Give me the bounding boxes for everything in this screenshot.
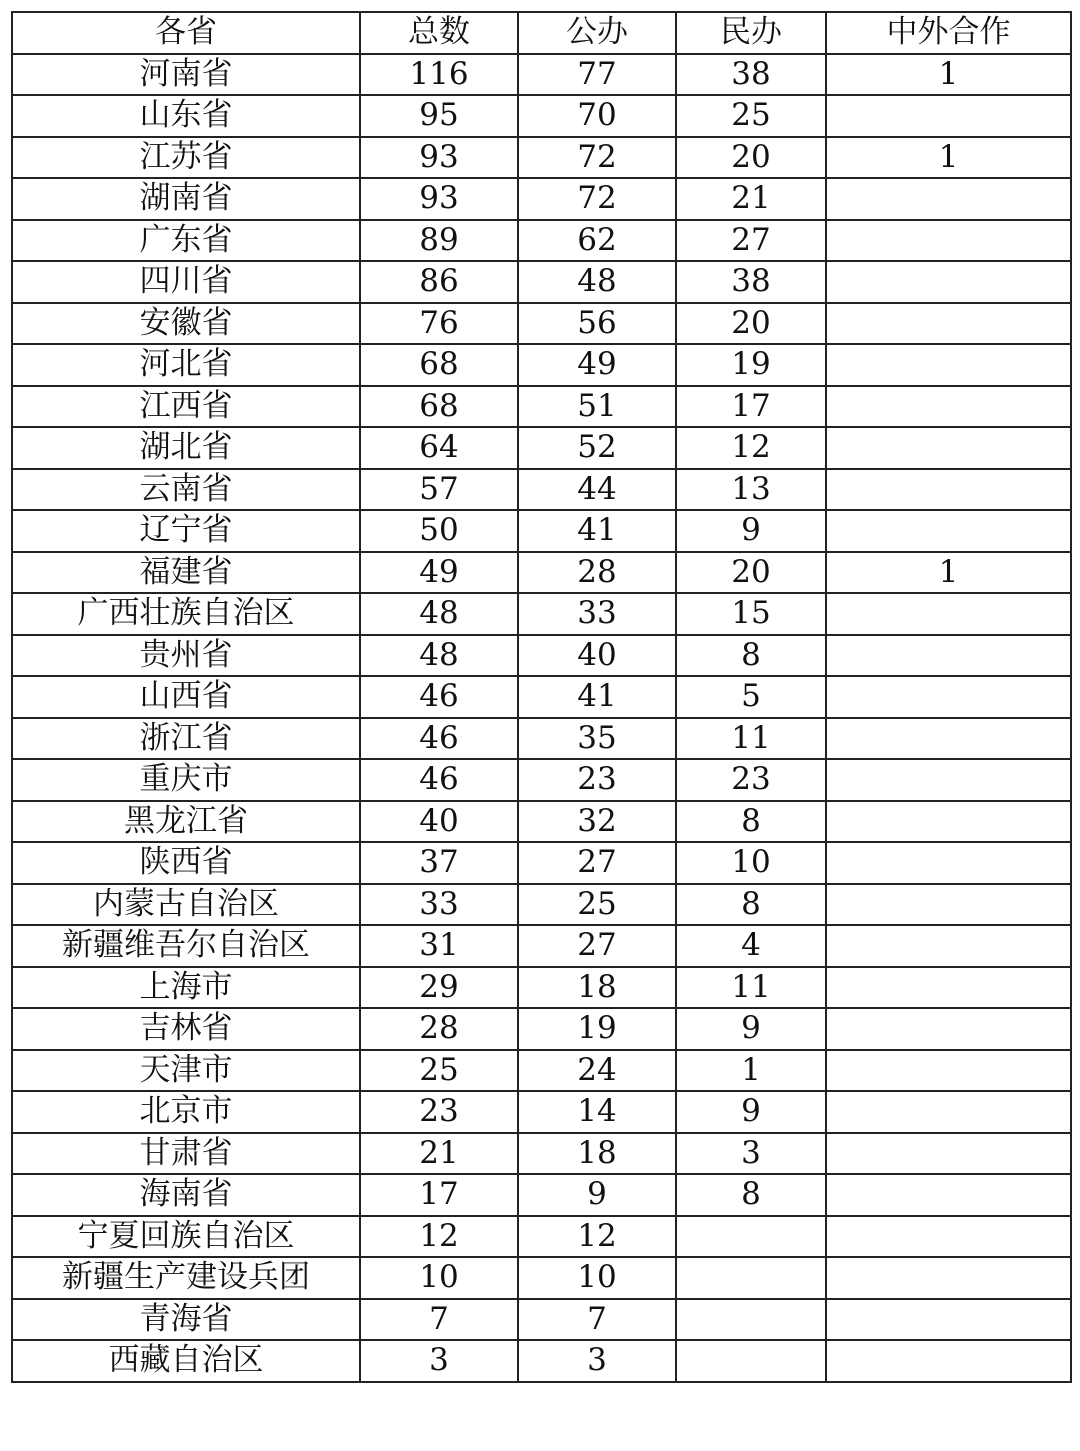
total-cell: 93	[360, 178, 518, 220]
private-cell: 23	[676, 759, 826, 801]
sino-foreign-cell	[826, 1050, 1071, 1092]
private-cell: 11	[676, 967, 826, 1009]
table-row	[12, 178, 1071, 220]
total-cell: 48	[360, 593, 518, 635]
public-cell: 35	[518, 718, 676, 760]
province-cell: 湖北省	[12, 427, 360, 469]
public-cell: 41	[518, 510, 676, 552]
total-cell: 57	[360, 469, 518, 511]
total-cell: 50	[360, 510, 518, 552]
sino-foreign-cell	[826, 469, 1071, 511]
sino-foreign-cell	[826, 925, 1071, 967]
public-cell: 18	[518, 1133, 676, 1175]
private-cell	[676, 1299, 826, 1341]
table-row	[12, 1340, 1071, 1382]
total-cell: 29	[360, 967, 518, 1009]
table-row	[12, 303, 1071, 345]
total-cell: 46	[360, 759, 518, 801]
province-cell: 河南省	[12, 54, 360, 96]
header-public: 公办	[518, 12, 676, 54]
sino-foreign-cell	[826, 344, 1071, 386]
public-cell: 9	[518, 1174, 676, 1216]
total-cell: 68	[360, 386, 518, 428]
sino-foreign-cell	[826, 261, 1071, 303]
private-cell: 10	[676, 842, 826, 884]
private-cell: 9	[676, 1091, 826, 1133]
private-cell: 3	[676, 1133, 826, 1175]
public-cell: 62	[518, 220, 676, 262]
province-cell: 广东省	[12, 220, 360, 262]
province-cell: 新疆生产建设兵团	[12, 1257, 360, 1299]
header-total: 总数	[360, 12, 518, 54]
public-cell: 14	[518, 1091, 676, 1133]
private-cell: 9	[676, 1008, 826, 1050]
total-cell: 28	[360, 1008, 518, 1050]
private-cell: 17	[676, 386, 826, 428]
public-cell: 49	[518, 344, 676, 386]
private-cell: 1	[676, 1050, 826, 1092]
private-cell	[676, 1216, 826, 1258]
province-cell: 安徽省	[12, 303, 360, 345]
total-cell: 46	[360, 718, 518, 760]
private-cell: 38	[676, 261, 826, 303]
province-cell: 宁夏回族自治区	[12, 1216, 360, 1258]
table-row	[12, 967, 1071, 1009]
sino-foreign-cell	[826, 884, 1071, 926]
province-cell: 贵州省	[12, 635, 360, 677]
private-cell: 19	[676, 344, 826, 386]
province-cell: 山东省	[12, 95, 360, 137]
sino-foreign-cell	[826, 1216, 1071, 1258]
province-cell: 云南省	[12, 469, 360, 511]
total-cell: 64	[360, 427, 518, 469]
public-cell: 28	[518, 552, 676, 594]
total-cell: 21	[360, 1133, 518, 1175]
province-cell: 海南省	[12, 1174, 360, 1216]
private-cell: 21	[676, 178, 826, 220]
public-cell: 7	[518, 1299, 676, 1341]
table-row	[12, 1008, 1071, 1050]
private-cell: 20	[676, 137, 826, 179]
header-province: 各省	[12, 12, 360, 54]
private-cell: 11	[676, 718, 826, 760]
sino-foreign-cell	[826, 759, 1071, 801]
total-cell: 3	[360, 1340, 518, 1382]
private-cell: 38	[676, 54, 826, 96]
sino-foreign-cell	[826, 635, 1071, 677]
private-cell: 5	[676, 676, 826, 718]
private-cell: 25	[676, 95, 826, 137]
sino-foreign-cell	[826, 303, 1071, 345]
table-row	[12, 54, 1071, 96]
total-cell: 86	[360, 261, 518, 303]
sino-foreign-cell	[826, 386, 1071, 428]
total-cell: 37	[360, 842, 518, 884]
province-cell: 湖南省	[12, 178, 360, 220]
sino-foreign-cell	[826, 1091, 1071, 1133]
public-cell: 12	[518, 1216, 676, 1258]
table-row	[12, 510, 1071, 552]
public-cell: 56	[518, 303, 676, 345]
table-row	[12, 676, 1071, 718]
table-row	[12, 718, 1071, 760]
sino-foreign-cell	[826, 95, 1071, 137]
public-cell: 77	[518, 54, 676, 96]
public-cell: 18	[518, 967, 676, 1009]
private-cell: 8	[676, 884, 826, 926]
province-cell: 内蒙古自治区	[12, 884, 360, 926]
sino-foreign-cell	[826, 1299, 1071, 1341]
table-row	[12, 1133, 1071, 1175]
total-cell: 116	[360, 54, 518, 96]
sino-foreign-cell	[826, 676, 1071, 718]
sino-foreign-cell	[826, 1008, 1071, 1050]
table-row	[12, 925, 1071, 967]
private-cell: 12	[676, 427, 826, 469]
total-cell: 89	[360, 220, 518, 262]
private-cell: 27	[676, 220, 826, 262]
table-row	[12, 593, 1071, 635]
sino-foreign-cell	[826, 510, 1071, 552]
public-cell: 44	[518, 469, 676, 511]
private-cell: 13	[676, 469, 826, 511]
public-cell: 25	[518, 884, 676, 926]
province-cell: 青海省	[12, 1299, 360, 1341]
total-cell: 31	[360, 925, 518, 967]
total-cell: 48	[360, 635, 518, 677]
sino-foreign-cell	[826, 1340, 1071, 1382]
province-cell: 天津市	[12, 1050, 360, 1092]
private-cell: 4	[676, 925, 826, 967]
total-cell: 76	[360, 303, 518, 345]
sino-foreign-cell	[826, 801, 1071, 843]
table-row	[12, 1216, 1071, 1258]
table-row	[12, 1050, 1071, 1092]
table-row	[12, 552, 1071, 594]
table-row	[12, 220, 1071, 262]
total-cell: 25	[360, 1050, 518, 1092]
province-cell: 河北省	[12, 344, 360, 386]
sino-foreign-cell	[826, 967, 1071, 1009]
province-cell: 上海市	[12, 967, 360, 1009]
public-cell: 41	[518, 676, 676, 718]
table-row	[12, 1091, 1071, 1133]
table-row	[12, 801, 1071, 843]
total-cell: 49	[360, 552, 518, 594]
private-cell: 9	[676, 510, 826, 552]
province-cell: 黑龙江省	[12, 801, 360, 843]
public-cell: 52	[518, 427, 676, 469]
private-cell	[676, 1257, 826, 1299]
public-cell: 23	[518, 759, 676, 801]
province-cell: 重庆市	[12, 759, 360, 801]
table-row	[12, 1299, 1071, 1341]
sino-foreign-cell	[826, 427, 1071, 469]
province-cell: 广西壮族自治区	[12, 593, 360, 635]
province-cell: 新疆维吾尔自治区	[12, 925, 360, 967]
table-row	[12, 95, 1071, 137]
province-statistics-table	[11, 11, 1072, 1383]
total-cell: 46	[360, 676, 518, 718]
sino-foreign-cell	[826, 178, 1071, 220]
table-row	[12, 261, 1071, 303]
private-cell: 8	[676, 801, 826, 843]
total-cell: 93	[360, 137, 518, 179]
public-cell: 51	[518, 386, 676, 428]
public-cell: 3	[518, 1340, 676, 1382]
private-cell: 8	[676, 635, 826, 677]
province-cell: 江西省	[12, 386, 360, 428]
total-cell: 12	[360, 1216, 518, 1258]
table-row	[12, 842, 1071, 884]
public-cell: 27	[518, 925, 676, 967]
province-cell: 辽宁省	[12, 510, 360, 552]
table-row	[12, 1257, 1071, 1299]
public-cell: 33	[518, 593, 676, 635]
table-body	[12, 54, 1071, 1382]
header-row	[12, 12, 1071, 54]
sino-foreign-cell	[826, 1257, 1071, 1299]
table-row	[12, 1174, 1071, 1216]
sino-foreign-cell	[826, 220, 1071, 262]
total-cell: 68	[360, 344, 518, 386]
sino-foreign-cell	[826, 1174, 1071, 1216]
province-cell: 西藏自治区	[12, 1340, 360, 1382]
total-cell: 17	[360, 1174, 518, 1216]
total-cell: 10	[360, 1257, 518, 1299]
total-cell: 7	[360, 1299, 518, 1341]
table-row	[12, 386, 1071, 428]
header-sino-foreign: 中外合作	[826, 12, 1071, 54]
public-cell: 24	[518, 1050, 676, 1092]
province-cell: 福建省	[12, 552, 360, 594]
table-row	[12, 137, 1071, 179]
total-cell: 23	[360, 1091, 518, 1133]
private-cell: 8	[676, 1174, 826, 1216]
province-cell: 吉林省	[12, 1008, 360, 1050]
province-cell: 北京市	[12, 1091, 360, 1133]
table-row	[12, 759, 1071, 801]
table-row	[12, 884, 1071, 926]
public-cell: 27	[518, 842, 676, 884]
public-cell: 10	[518, 1257, 676, 1299]
province-cell: 甘肃省	[12, 1133, 360, 1175]
public-cell: 40	[518, 635, 676, 677]
private-cell: 20	[676, 552, 826, 594]
public-cell: 72	[518, 137, 676, 179]
public-cell: 19	[518, 1008, 676, 1050]
table-row	[12, 344, 1071, 386]
sino-foreign-cell	[826, 842, 1071, 884]
sino-foreign-cell	[826, 1133, 1071, 1175]
total-cell: 33	[360, 884, 518, 926]
table-header	[12, 12, 1071, 54]
province-cell: 四川省	[12, 261, 360, 303]
public-cell: 72	[518, 178, 676, 220]
private-cell	[676, 1340, 826, 1382]
table-row	[12, 469, 1071, 511]
sino-foreign-cell	[826, 593, 1071, 635]
public-cell: 32	[518, 801, 676, 843]
province-cell: 山西省	[12, 676, 360, 718]
private-cell: 15	[676, 593, 826, 635]
header-private: 民办	[676, 12, 826, 54]
total-cell: 40	[360, 801, 518, 843]
public-cell: 48	[518, 261, 676, 303]
table-row	[12, 427, 1071, 469]
province-cell: 江苏省	[12, 137, 360, 179]
province-cell: 陕西省	[12, 842, 360, 884]
total-cell: 95	[360, 95, 518, 137]
sino-foreign-cell	[826, 718, 1071, 760]
province-cell: 浙江省	[12, 718, 360, 760]
table-row	[12, 635, 1071, 677]
sino-foreign-cell: 1	[826, 54, 1071, 96]
public-cell: 70	[518, 95, 676, 137]
private-cell: 20	[676, 303, 826, 345]
sino-foreign-cell: 1	[826, 137, 1071, 179]
sino-foreign-cell: 1	[826, 552, 1071, 594]
